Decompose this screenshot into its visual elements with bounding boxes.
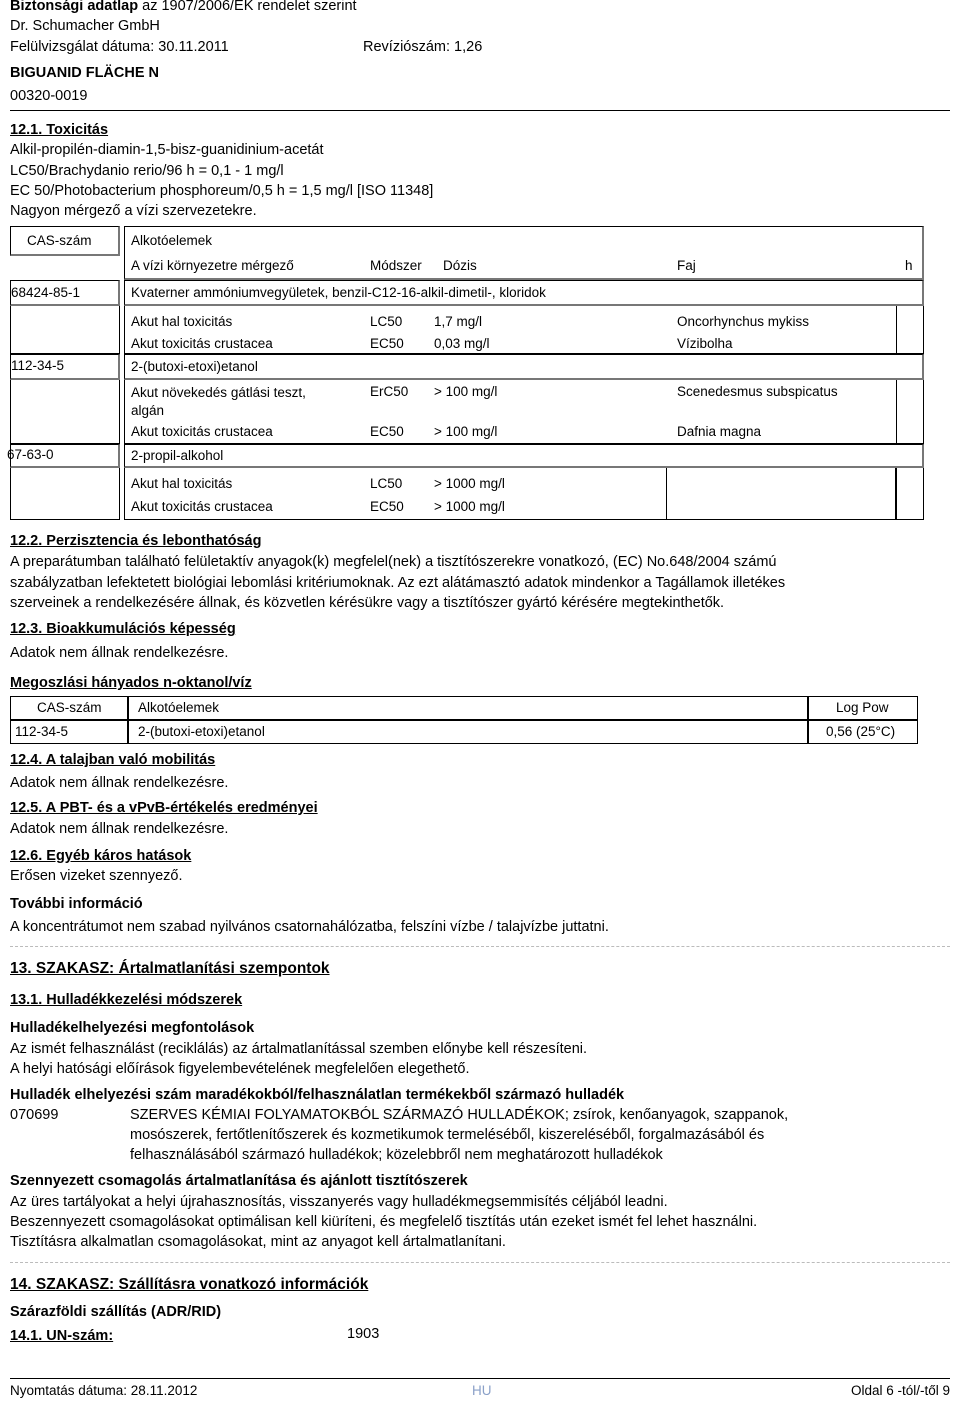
col-logpow-header: Log Pow: [836, 700, 889, 715]
partition-header-comp: [128, 696, 808, 720]
component-cell: [124, 444, 924, 468]
col-h-header: h: [905, 258, 913, 273]
col-cas-header: CAS-szám: [37, 700, 102, 715]
review-date: Felülvizsgálat dátuma: 30.11.2011: [10, 39, 229, 55]
section-12-5-text: Adatok nem állnak rendelkezésre.: [10, 821, 229, 837]
partition-comp-cell: [128, 720, 808, 744]
method-value: LC50: [370, 476, 403, 491]
waste-line: A helyi hatósági előírások figyelembevételének megfelelően elegethető.: [10, 1061, 470, 1077]
section-12-2-title: 12.2. Perzisztencia és lebonthatóság: [10, 533, 262, 549]
regulation-text: az 1907/2006/EK rendelet szerint: [142, 0, 357, 14]
cas-number: 67-63-0: [7, 447, 54, 462]
test-name: Akut toxicitás crustacea: [131, 424, 273, 439]
packaging-line: Beszennyezett csomagolásokat optimálisan kell kiüríteni, és megfelelő tisztítás után ezeket ismét fel lehet használni.: [10, 1214, 758, 1230]
dose-value: 0,03 mg/l: [434, 336, 490, 351]
partition-header-cas: [10, 696, 128, 720]
land-transport-heading: Szárazföldi szállítás (ADR/RID): [10, 1304, 222, 1320]
logpow-value: 0,56 (25°C): [826, 724, 896, 739]
h-column: [896, 306, 924, 354]
section-12-1-title: 12.1. Toxicitás: [10, 122, 109, 138]
doc-title: Biztonsági adatlap az 1907/2006/EK rendelet szerint: [10, 0, 357, 14]
waste-code-line: felhasználásából származó hulladékok; közelebbről nem meghatározott hulladékok: [130, 1147, 663, 1163]
packaging-line: Az üres tartályokat a helyi újrahasznosítás, visszanyerés vagy hulladékmegsemmisítés céljából leadni.: [10, 1194, 668, 1210]
section-divider: [10, 1262, 950, 1263]
dose-value: 1,7 mg/l: [434, 314, 483, 329]
cas-number: 112-34-5: [15, 724, 69, 739]
subheader-row: [124, 252, 924, 280]
company-name: Dr. Schumacher GmbH: [10, 18, 160, 34]
page-number: Oldal 6 -tól/-től 9: [850, 1383, 950, 1398]
test-name: Akut hal toxicitás: [131, 314, 233, 329]
section-12-5-title: 12.5. A PBT- és a vPvB-értékelés eredményei: [10, 800, 318, 816]
component-name: Kvaterner ammóniumvegyületek, benzil-C12-16-alkil-dimetil-, kloridok: [131, 285, 546, 300]
packaging-line: Tisztításra alkalmatlan csomagolásokat, mint az anyagot kell ártalmatlanítani.: [10, 1234, 506, 1250]
method-value: ErC50: [370, 384, 409, 399]
waste-considerations-heading: Hulladékelhelyezési megfontolások: [10, 1020, 255, 1036]
species-value: Scenedesmus subspicatus: [677, 384, 838, 399]
species-value: Vízibolha: [677, 336, 733, 351]
further-info-text: A koncentrátumot nem szabad nyilvános csatornahálózatba, felszíni vízbe / talajvízbe juttatni.: [10, 919, 609, 935]
test-name: Akut növekedés gátlási teszt, algán: [131, 385, 306, 418]
h-column: [896, 468, 924, 520]
cas-cell: [10, 280, 120, 306]
un-number-label: 14.1. UN-szám:: [10, 1328, 114, 1344]
component-name: 2-(butoxi-etoxi)etanol: [138, 724, 265, 739]
method-value: EC50: [370, 424, 404, 439]
col-method-header: Módszer: [370, 258, 422, 273]
cas-number: 68424-85-1: [11, 285, 81, 300]
waste-line: Az ismét felhasználást (reciklálás) az ártalmatlanítással szemben előnybe kell részesíteni.: [10, 1041, 588, 1057]
test-block: [124, 306, 924, 354]
dose-value: > 100 mg/l: [434, 424, 498, 439]
tox-line: LC50/Brachydanio rerio/96 h = 0,1 - 1 mg/l: [10, 163, 284, 179]
section-divider: [10, 946, 950, 947]
species-value: Oncorhynchus mykiss: [677, 314, 810, 329]
col-species-header: Faj: [677, 258, 696, 273]
dose-value: > 1000 mg/l: [434, 499, 505, 514]
dose-value: > 100 mg/l: [434, 384, 498, 399]
product-code: 00320-0019: [10, 88, 88, 104]
component-cell: [124, 280, 924, 306]
tox-line: Nagyon mérgező a vízi szervezetekre.: [10, 203, 257, 219]
cas-number: 112-34-5: [11, 358, 65, 373]
h-column: [896, 380, 924, 444]
language-code: HU: [472, 1383, 492, 1398]
col-env-header: A vízi környezetre mérgező: [131, 258, 294, 273]
revision-number: Revíziószám: 1,26: [363, 39, 483, 55]
component-name: 2-propil-alkohol: [131, 448, 224, 463]
section-13-title: 13. SZAKASZ: Ártalmatlanítási szempontok: [10, 960, 330, 977]
method-value: EC50: [370, 499, 404, 514]
footer-divider: [10, 1378, 950, 1379]
table-header-cell: [10, 226, 120, 256]
dose-value: > 1000 mg/l: [434, 476, 505, 491]
section-12-3-text: Adatok nem állnak rendelkezésre.: [10, 645, 229, 661]
print-date: Nyomtatás dátuma: 28.11.2012: [10, 1383, 198, 1398]
waste-code-line: mosószerek, fertőtlenítőszerek és kozmetikumok termeléséből, kiszereléséből, forgalmazásából és: [130, 1127, 765, 1143]
col-dose-header: Dózis: [443, 258, 477, 273]
persistence-line: szerveinek a rendelkezésére állnak, és közvetlen kérésükre vagy a tisztítószer gyártó kérésére megtekinthetők.: [10, 595, 725, 611]
tox-line: EC 50/Photobacterium phosphoreum/0,5 h = 1,5 mg/l [ISO 11348]: [10, 183, 434, 199]
blank-cell: [10, 380, 120, 444]
test-name: Akut toxicitás crustacea: [131, 499, 273, 514]
section-12-4-text: Adatok nem állnak rendelkezésre.: [10, 775, 229, 791]
component-name: 2-(butoxi-etoxi)etanol: [131, 359, 258, 374]
test-name: Akut toxicitás crustacea: [131, 336, 273, 351]
tox-line: Alkil-propilén-diamin-1,5-bisz-guanidinium-acetát: [10, 142, 324, 158]
un-number-value: 1903: [347, 1326, 380, 1342]
further-info-title: További információ: [10, 896, 143, 912]
header-divider: [10, 110, 950, 111]
persistence-line: A preparátumban található felületaktív anyagok(k) megfelel(nek) a tisztítószerekre vonatkozó, (EC) No.648/2004 számú: [10, 554, 777, 570]
component-cell: [124, 354, 924, 380]
section-12-4-title: 12.4. A talajban való mobilitás: [10, 752, 216, 768]
col-cas-header: CAS-szám: [27, 233, 92, 248]
cas-cell: [7, 444, 120, 468]
packaging-heading: Szennyezett csomagolás ártalmatlanítása és ajánlott tisztítószerek: [10, 1173, 468, 1189]
partition-header-log: [808, 696, 918, 720]
section-13-1-title: 13.1. Hulladékkezelési módszerek: [10, 992, 243, 1008]
col-component-header: Alkotóelemek: [138, 700, 220, 715]
section-12-6-text: Erősen vizeket szennyező.: [10, 868, 183, 884]
section-12-6-title: 12.6. Egyéb káros hatások: [10, 848, 192, 864]
blank-cell: [10, 306, 120, 354]
waste-code-line: SZERVES KÉMIAI FOLYAMATOKBÓL SZÁRMAZÓ HULLADÉKOK; zsírok, kenőanyagok, szappanok,: [130, 1107, 789, 1123]
col-component-header: Alkotóelemek: [131, 233, 213, 248]
product-name: BIGUANID FLÄCHE N: [10, 65, 160, 81]
test-name: Akut hal toxicitás: [131, 476, 233, 491]
section-12-3-title: 12.3. Bioakkumulációs képesség: [10, 621, 236, 637]
method-value: EC50: [370, 336, 404, 351]
method-value: LC50: [370, 314, 403, 329]
blank-cell: [10, 468, 120, 520]
partition-cas-cell: [10, 720, 128, 744]
partition-value-cell: [808, 720, 918, 744]
section-14-title: 14. SZAKASZ: Szállításra vonatkozó információk: [10, 1276, 369, 1293]
cas-cell: [10, 354, 120, 380]
waste-code-heading: Hulladék elhelyezési szám maradékokból/felhasználatlan termékekből származó hulladék: [10, 1087, 625, 1103]
waste-code: 070699: [10, 1107, 59, 1123]
partition-title: Megoszlási hányados n-oktanol/víz: [10, 675, 252, 691]
test-block: [124, 380, 924, 444]
species-value: Dafnia magna: [677, 424, 762, 439]
species-column: [666, 468, 896, 520]
persistence-line: szabályzatban lefektetett biológiai lebomlási kritériumoknak. Az ezt alátámasztó adatok mindenkor a Tagállamok illetékes: [10, 575, 786, 591]
